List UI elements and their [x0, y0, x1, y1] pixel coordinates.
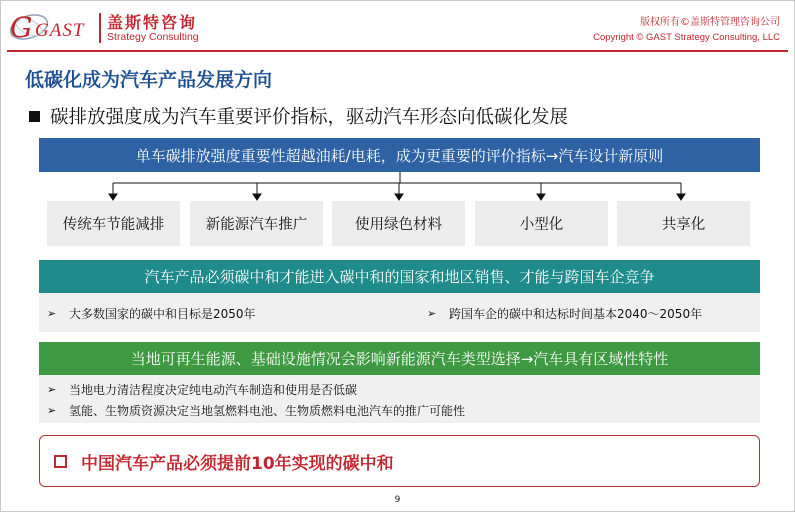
- filled-square-icon: [29, 111, 40, 122]
- copyright-en: Copyright © GAST Strategy Consulting, LLC: [593, 32, 780, 43]
- hollow-square-icon: [54, 455, 67, 468]
- company-name-cn: 盖斯特咨询: [107, 13, 198, 32]
- main-point: [29, 103, 568, 129]
- list-item: [47, 305, 256, 322]
- copyright-cn: 版权所有©盖斯特管理咨询公司: [640, 17, 780, 28]
- slide-title: 低碳化成为汽车产品发展方向: [25, 69, 273, 91]
- conclusion-box: [39, 435, 760, 487]
- direction-box: 小型化: [475, 201, 608, 246]
- company-logo: [7, 7, 207, 47]
- svg-text:GAST: GAST: [35, 20, 85, 41]
- direction-box: 使用绿色材料: [332, 201, 465, 246]
- list-item-text: 大多数国家的碳中和目标是2050年: [69, 307, 256, 321]
- section1-heading: [39, 260, 760, 293]
- direction-box: 传统车节能减排: [47, 201, 180, 246]
- main-point-text: 碳排放强度成为汽车重要评价指标，驱动汽车形态向低碳化发展: [50, 107, 569, 128]
- section2-panel: [39, 375, 760, 423]
- principle-banner: [39, 138, 760, 172]
- arrowhead-icon: ➢: [47, 383, 57, 396]
- section2-heading-text: 当地可再生能源、基础设施情况会影响新能源汽车类型选择→汽车具有区域性特性: [130, 350, 669, 368]
- svg-text:G: G: [10, 11, 33, 44]
- arrowhead-icon: ➢: [427, 307, 437, 320]
- arrowhead-icon: ➢: [47, 307, 57, 320]
- list-item-text: 当地电力清洁程度决定纯电动汽车制造和使用是否低碳: [69, 383, 358, 397]
- logo-divider: [99, 13, 101, 43]
- section1-panel: [39, 293, 760, 332]
- list-item: [47, 381, 357, 398]
- list-item: [427, 305, 702, 322]
- list-item-text: 氢能、生物质资源决定当地氢燃料电池、生物质燃料电池汽车的推广可能性: [69, 404, 466, 418]
- company-name-en: Strategy Consulting: [107, 31, 199, 43]
- section2-heading: [39, 342, 760, 375]
- arrowhead-icon: ➢: [47, 404, 57, 417]
- direction-box: 新能源汽车推广: [190, 201, 323, 246]
- section1-heading-text: 汽车产品必须碳中和才能进入碳中和的国家和地区销售、才能与跨国车企竞争: [144, 268, 655, 286]
- direction-box: 共享化: [617, 201, 750, 246]
- page-number: 9: [394, 495, 401, 505]
- gast-logo-mark: [7, 7, 95, 45]
- header-divider: [7, 50, 788, 52]
- principle-text: 单车碳排放强度重要性超越油耗/电耗，成为更重要的评价指标→汽车设计新原则: [135, 146, 664, 165]
- list-item: [47, 402, 465, 419]
- conclusion-text: 中国汽车产品必须提前10年实现的碳中和: [81, 453, 394, 474]
- list-item-text: 跨国车企的碳中和达标时间基本2040～2050年: [449, 307, 703, 321]
- copyright: [593, 15, 780, 45]
